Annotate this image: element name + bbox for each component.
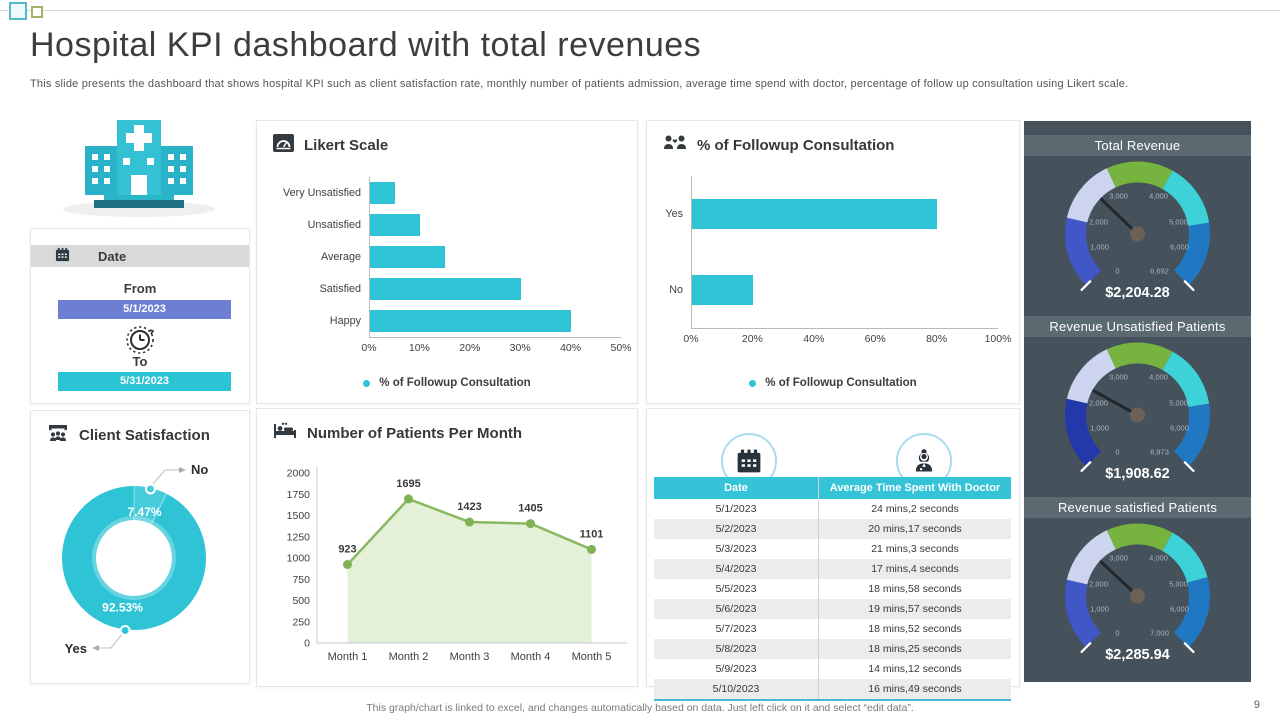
x-tick-label: 0% xyxy=(683,333,699,345)
likert-legend-label: % of Followup Consultation xyxy=(379,377,531,389)
x-tick-label: 50% xyxy=(610,342,632,354)
x-tick-label: 20% xyxy=(741,333,763,345)
bar-category-label: Yes xyxy=(665,208,683,220)
followup-chart-title: % of Followup Consultation xyxy=(697,136,895,154)
gauge-tick-label: 1,000 xyxy=(1090,242,1109,252)
gauge-tick-label: 0 xyxy=(1115,447,1120,457)
gauge-tick-label: 6,973 xyxy=(1150,447,1169,457)
donut-label-no: No xyxy=(191,462,209,477)
patients-line-chart xyxy=(257,457,637,682)
gauge-value: $2,285.94 xyxy=(1105,647,1170,663)
followup-bars xyxy=(659,176,1012,345)
gauge-tick-label: 1,000 xyxy=(1090,604,1109,614)
followup-chart-card[interactable] xyxy=(646,120,1020,404)
data-point xyxy=(526,519,535,528)
data-point xyxy=(404,494,413,503)
bar xyxy=(370,214,420,236)
table-cell: 16 mins,49 seconds xyxy=(819,679,1012,700)
x-tick-label: Month 4 xyxy=(510,651,551,663)
data-point xyxy=(343,560,352,569)
data-point xyxy=(587,545,596,554)
revenue-sidebar xyxy=(1024,121,1251,682)
table-cell: 19 mins,57 seconds xyxy=(819,599,1012,619)
x-tick-label: Month 1 xyxy=(327,651,368,663)
table-row xyxy=(654,499,1011,519)
legend-dot-icon xyxy=(363,380,370,387)
x-tick-label: 100% xyxy=(984,333,1012,345)
satisfaction-chart-title: Client Satisfaction xyxy=(79,426,210,444)
bar-category-label: Satisfied xyxy=(319,283,361,295)
table-row xyxy=(654,619,1011,639)
x-tick-label: 40% xyxy=(803,333,825,345)
donut-label-yes: Yes xyxy=(64,641,87,656)
revenue-unsatisfied-title: Revenue Unsatisfied Patients xyxy=(1024,316,1251,337)
bar xyxy=(692,275,753,305)
page-number: 9 xyxy=(1253,699,1260,711)
x-tick-label: 30% xyxy=(509,342,531,354)
bar xyxy=(370,278,521,300)
x-tick-label: Month 2 xyxy=(388,651,429,663)
patients-chart-title: Number of Patients Per Month xyxy=(307,424,523,442)
x-tick-label: Month 3 xyxy=(449,651,490,663)
bar-category-label: Happy xyxy=(329,315,361,327)
x-tick-label: 10% xyxy=(408,342,430,354)
likert-bars xyxy=(269,177,632,354)
table-cell: 5/1/2023 xyxy=(654,499,819,519)
y-tick-label: 1750 xyxy=(286,488,310,501)
table-col-date: Date xyxy=(654,477,819,499)
top-divider xyxy=(0,10,1280,11)
decor-square-teal xyxy=(9,2,27,20)
gauge-tick-label: 7,000 xyxy=(1150,628,1169,638)
bar xyxy=(370,182,395,204)
y-tick-label: 1500 xyxy=(286,510,310,522)
gauge-tick-label: 3,000 xyxy=(1109,191,1128,201)
y-tick-label: 2000 xyxy=(286,467,310,480)
bar xyxy=(692,199,937,229)
donut-value-no: 7.47% xyxy=(127,505,162,520)
total-revenue-gauge xyxy=(1024,156,1251,306)
gauge-tick-label: 0 xyxy=(1115,266,1120,276)
likert-chart-title: Likert Scale xyxy=(304,136,389,154)
table-row xyxy=(654,559,1011,579)
gauge-icon xyxy=(273,134,294,156)
table-row xyxy=(654,659,1011,679)
gauge-tick-label: 4,000 xyxy=(1149,553,1168,563)
gauge-hub xyxy=(1130,227,1145,242)
donut-value-yes: 92.53% xyxy=(102,600,143,615)
date-to-label: To xyxy=(132,354,148,369)
data-label: 1695 xyxy=(396,477,421,490)
satisfaction-donut xyxy=(31,411,249,683)
table-cell: 21 mins,3 seconds xyxy=(819,539,1012,559)
bar-category-label: Very Unsatisfied xyxy=(282,187,361,199)
revenue-satisfied-title: Revenue satisfied Patients xyxy=(1024,497,1251,518)
gauge-tick-label: 5,000 xyxy=(1169,217,1188,227)
gauge-tick-label: 2,000 xyxy=(1089,579,1108,589)
bar-category-label: Average xyxy=(320,251,361,263)
followup-legend-label: % of Followup Consultation xyxy=(765,377,917,389)
legend-dot-icon xyxy=(749,380,756,387)
total-revenue-title: Total Revenue xyxy=(1024,135,1251,156)
table-cell: 5/6/2023 xyxy=(654,599,819,619)
client-satisfaction-card[interactable] xyxy=(30,410,250,684)
x-tick-label: 60% xyxy=(864,333,886,345)
table-row xyxy=(654,679,1011,700)
x-tick-label: Month 5 xyxy=(571,651,612,663)
likert-legend xyxy=(257,377,637,389)
table-cell: 5/8/2023 xyxy=(654,639,819,659)
gauge-tick-label: 5,000 xyxy=(1169,579,1188,589)
gauge-value: $2,204.28 xyxy=(1105,285,1170,301)
table-cell: 17 mins,4 seconds xyxy=(819,559,1012,579)
gauge-hub xyxy=(1130,589,1145,604)
gauge-value: $1,908.62 xyxy=(1105,466,1170,482)
table-cell: 5/10/2023 xyxy=(654,679,819,700)
data-label: 923 xyxy=(338,543,357,556)
decor-square-olive xyxy=(31,6,43,18)
data-point xyxy=(465,518,474,527)
table-cell: 18 mins,25 seconds xyxy=(819,639,1012,659)
date-header-label: Date xyxy=(98,248,127,264)
date-from-value[interactable]: 5/1/2023 xyxy=(58,300,231,319)
likert-chart-card[interactable] xyxy=(256,120,638,404)
gauge-tick-label: 6,692 xyxy=(1150,266,1169,276)
total-revenue-section[interactable] xyxy=(1024,135,1251,306)
table-cell: 24 mins,2 seconds xyxy=(819,499,1012,519)
table-cell: 5/9/2023 xyxy=(654,659,819,679)
gauge-tick-label: 2,000 xyxy=(1089,398,1108,408)
table-row xyxy=(654,599,1011,619)
page-title: Hospital KPI dashboard with total revenues xyxy=(30,26,702,64)
clock-icon xyxy=(31,324,249,356)
table-col-avg-time: Average Time Spent With Doctor xyxy=(819,477,1012,499)
table-cell: 5/5/2023 xyxy=(654,579,819,599)
table-row xyxy=(654,579,1011,599)
x-tick-label: 0% xyxy=(361,342,377,354)
followup-legend xyxy=(647,377,1019,389)
y-tick-label: 750 xyxy=(292,573,310,586)
footer-note: This graph/chart is linked to excel, and changes automatically based on data. Just left click on it and select “edit data”. xyxy=(366,702,914,714)
gauge-tick-label: 5,000 xyxy=(1169,398,1188,408)
y-tick-label: 1000 xyxy=(286,552,310,565)
data-label: 1405 xyxy=(518,502,543,515)
date-panel[interactable] xyxy=(30,228,250,404)
date-to-value[interactable]: 5/31/2023 xyxy=(58,372,231,391)
table-cell: 5/2/2023 xyxy=(654,519,819,539)
table-cell: 5/3/2023 xyxy=(654,539,819,559)
table-cell: 20 mins,17 seconds xyxy=(819,519,1012,539)
gauge-tick-label: 6,000 xyxy=(1170,604,1189,614)
table-cell: 5/4/2023 xyxy=(654,559,819,579)
data-label: 1101 xyxy=(579,528,604,541)
page-subtitle: This slide presents the dashboard that shows hospital KPI such as client satisfaction rate, monthly number of patients admission, average time spend with doctor, percentage of follow up consultation using Likert scale. xyxy=(30,78,1129,90)
gauge-tick-label: 6,000 xyxy=(1170,423,1189,433)
revenue-unsatisfied-section[interactable] xyxy=(1024,316,1251,487)
doctor-time-table xyxy=(654,477,1011,701)
table-row xyxy=(654,639,1011,659)
gauge-tick-label: 4,000 xyxy=(1149,372,1168,382)
bar-category-label: No xyxy=(669,284,683,296)
bar-category-label: Unsatisfied xyxy=(307,219,361,231)
revenue-satisfied-gauge xyxy=(1024,518,1251,668)
patients-chart-card[interactable] xyxy=(256,408,638,687)
table-row xyxy=(654,539,1011,559)
table-cell: 14 mins,12 seconds xyxy=(819,659,1012,679)
bar xyxy=(370,246,445,268)
revenue-unsatisfied-gauge xyxy=(1024,337,1251,487)
calendar-icon xyxy=(55,247,70,265)
data-label: 1423 xyxy=(457,501,482,514)
consultation-icon xyxy=(663,134,687,156)
gauge-tick-label: 0 xyxy=(1115,628,1120,638)
y-tick-label: 1250 xyxy=(286,531,310,544)
y-tick-label: 0 xyxy=(304,637,310,650)
gauge-tick-label: 4,000 xyxy=(1149,191,1168,201)
gauge-tick-label: 2,000 xyxy=(1089,217,1108,227)
x-tick-label: 40% xyxy=(560,342,582,354)
y-tick-label: 500 xyxy=(292,595,310,607)
x-tick-label: 80% xyxy=(926,333,948,345)
date-from-label: From xyxy=(123,281,157,296)
gauge-tick-label: 3,000 xyxy=(1109,553,1128,563)
gauge-tick-label: 1,000 xyxy=(1090,423,1109,433)
revenue-satisfied-section[interactable] xyxy=(1024,497,1251,668)
date-header xyxy=(31,245,249,267)
hospital-building-icon xyxy=(30,110,248,220)
patient-bed-icon xyxy=(273,422,297,444)
y-tick-label: 250 xyxy=(292,616,310,629)
table-cell: 5/7/2023 xyxy=(654,619,819,639)
gauge-tick-label: 3,000 xyxy=(1109,372,1128,382)
table-row xyxy=(654,519,1011,539)
bar xyxy=(370,310,571,332)
audience-icon xyxy=(47,424,69,446)
x-tick-label: 20% xyxy=(459,342,481,354)
gauge-hub xyxy=(1130,408,1145,423)
table-cell: 18 mins,58 seconds xyxy=(819,579,1012,599)
table-cell: 18 mins,52 seconds xyxy=(819,619,1012,639)
doctor-time-table-card[interactable] xyxy=(646,408,1020,695)
gauge-tick-label: 6,000 xyxy=(1170,242,1189,252)
